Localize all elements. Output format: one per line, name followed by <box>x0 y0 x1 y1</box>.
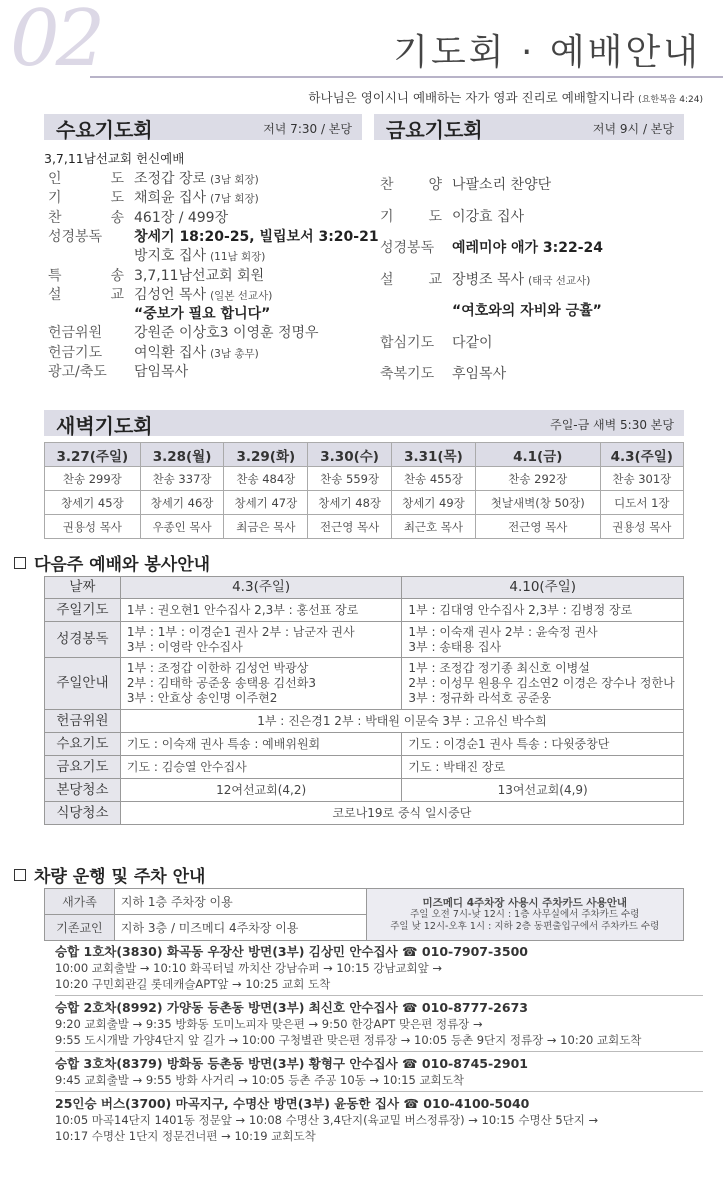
bus-route-stop-line: 9:55 도시개발 가양4단지 앞 길가 → 10:00 구청별관 맞은편 정류장 → 10:05 등촌 9단지 정류장 → 10:20 교회도착 <box>55 1033 642 1047</box>
dawn-cell: 찬송 299장 <box>45 467 141 491</box>
bus-route <box>55 944 528 992</box>
program-label <box>380 302 442 320</box>
program-label: 설 교 <box>48 286 124 303</box>
program-label: 특 송 <box>48 267 124 284</box>
bus-route-stop-line: 9:45 교회출발 → 9:55 방화 사거리 → 10:05 등촌 주공 10동 → 10:15 교회도착 <box>55 1073 464 1087</box>
dawn-cell: 창세기 46장 <box>140 491 224 515</box>
title-divider <box>90 76 723 78</box>
program-value: 담임목사 <box>134 364 189 380</box>
dawn-cell: 찬송 337장 <box>140 467 224 491</box>
page-number: 02 <box>10 0 102 84</box>
week-cell: 기도 : 이숙재 권사 특송 : 예배위원회 <box>120 733 402 756</box>
dawn-time: 주일-금 새벽 5:30 본당 <box>550 418 674 432</box>
week-row-label: 본당청소 <box>45 779 121 802</box>
dawn-cell: 찬송 301장 <box>600 467 683 491</box>
week-row-label: 수요기도 <box>45 733 121 756</box>
program-sub: (3남 총무) <box>210 347 259 360</box>
week-cell: 1부 : 권오현1 안수집사 2,3부 : 홍선표 장로 <box>120 599 402 622</box>
dawn-cell: 전근영 목사 <box>308 515 392 539</box>
fri-time: 저녁 9시 / 본당 <box>592 122 674 136</box>
program-label: 헌금기도 <box>48 344 103 361</box>
program-label: 축복기도 <box>380 366 435 382</box>
parking-section-title: 차량 운행 및 주차 안내 <box>14 862 205 887</box>
checkbox-icon <box>14 869 26 881</box>
program-value: 여익환 집사 <box>134 344 207 361</box>
dawn-cell: 디도서 1장 <box>600 491 683 515</box>
program-value: 채희윤 집사 <box>134 190 207 207</box>
parking-value: 지하 1층 주차장 이용 <box>114 889 366 915</box>
dawn-cell: 3.29(화) <box>224 443 308 467</box>
dawn-cell: 첫날새벽(창 50장) <box>475 491 600 515</box>
week-row-label: 성경봉독 <box>45 622 121 658</box>
program-row <box>380 271 590 290</box>
program-label: 합심기도 <box>380 334 435 351</box>
program-label: 광고/축도 <box>48 364 107 380</box>
program-value: 후임목사 <box>452 366 507 382</box>
parking-value: 지하 3층 / 미즈메디 4주차장 이용 <box>114 915 366 941</box>
week-table <box>44 576 684 825</box>
fri-header <box>374 114 684 140</box>
dawn-cell: 창세기 49장 <box>392 491 476 515</box>
program-row <box>48 305 274 324</box>
dawn-cell: 권용성 목사 <box>600 515 683 539</box>
week-date-header: 4.10(주일) <box>402 577 684 599</box>
week-row-label: 헌금위원 <box>45 710 121 733</box>
program-sub: (3남 회장) <box>210 174 259 186</box>
week-cell: 1부 : 이숙재 권사 2부 : 윤숙정 권사 3부 : 송태용 집사 <box>402 622 684 658</box>
dawn-cell: 찬송 559장 <box>308 467 392 491</box>
program-row <box>380 365 510 384</box>
dawn-cell: 찬송 484장 <box>224 467 308 491</box>
dawn-cell: 최근호 목사 <box>392 515 476 539</box>
program-label <box>48 247 124 265</box>
dawn-cell: 최금은 목사 <box>224 515 308 539</box>
parking-note: 미즈메디 4주차장 사용시 주차카드 사용안내 주일 오전 7시-낮 12시 : 1층 사무실에서 주차카드 수령 주일 낮 12시-오후 1시 : 지하 2층 동편출입구에서 주차카드 수령 <box>366 889 684 941</box>
week-cell: 12여선교회(4,2) <box>120 779 402 802</box>
dawn-cell: 3.30(수) <box>308 443 392 467</box>
week-cell: 1부 : 1부 : 이경순1 권사 2부 : 남군자 권사 3부 : 이영락 안수집사 <box>120 622 402 658</box>
week-cell: 1부 : 조정갑 정기종 최신호 이병설 2부 : 이성무 원용우 김소연2 이경은 장수나 정한나 3부 : 정규화 라석호 공준웅 <box>402 658 684 710</box>
wed-note: 3,7,11남선교회 헌신예배 <box>44 151 185 166</box>
program-value: 3,7,11남선교회 회원 <box>134 267 265 284</box>
program-sub: (7남 회장) <box>210 193 259 206</box>
dawn-cell: 4.3(주일) <box>600 443 683 467</box>
week-row-label: 식당청소 <box>45 802 121 825</box>
parking-label: 기존교인 <box>45 915 115 941</box>
parking-table <box>44 888 684 941</box>
wed-time: 저녁 7:30 / 본당 <box>263 122 352 136</box>
bus-divider <box>55 995 703 996</box>
program-row <box>380 176 555 195</box>
dawn-cell: 권용성 목사 <box>45 515 141 539</box>
bus-route-stop-line: 9:20 교회출발 → 9:35 방화동 도미노피자 맞은편 → 9:50 한강APT 맞은편 정류장 → <box>55 1017 483 1031</box>
program-row <box>48 170 259 189</box>
program-label: 기 도 <box>48 190 124 207</box>
week-cell: 기도 : 박태진 장로 <box>402 756 684 779</box>
program-value: 조정갑 장로 <box>134 171 207 187</box>
bus-route <box>55 1096 598 1144</box>
wed-heading: 수요기도회 <box>56 118 153 142</box>
program-value: 다같이 <box>452 334 493 351</box>
dawn-cell: 창세기 45장 <box>45 491 141 515</box>
program-row <box>48 209 232 228</box>
bus-divider <box>55 1091 703 1092</box>
program-label: 헌금위원 <box>48 325 103 342</box>
fri-heading: 금요기도회 <box>386 118 483 142</box>
program-value: “중보가 필요 합니다” <box>134 306 271 323</box>
dawn-cell: 4.1(금) <box>475 443 600 467</box>
week-cell: 1부 : 진은경1 2부 : 박태원 이문숙 3부 : 고유신 박수희 <box>120 710 683 733</box>
dawn-header <box>44 410 684 436</box>
program-row <box>380 239 607 258</box>
week-cell: 기도 : 김승열 안수집사 <box>120 756 402 779</box>
bus-route-stop-line: 10:17 수명산 1단지 정문건너편 → 10:19 교회도착 <box>55 1129 316 1143</box>
dawn-cell: 전근영 목사 <box>475 515 600 539</box>
week-cell: 1부 : 조정갑 이한하 김성언 박광상 2부 : 김태학 공준웅 송택용 김선화3 3부 : 안효상 송인명 이주현2 <box>120 658 402 710</box>
bus-route-title: 25인승 버스(3700) 마곡지구, 수명산 방면(3부) 윤동한 집사 ☎ 010-4100-5040 <box>55 1096 530 1111</box>
week-section-title: 다음주 예배와 봉사안내 <box>14 550 210 575</box>
page-title: 기도회 · 예배안내 <box>393 32 701 73</box>
dawn-cell: 우종인 목사 <box>140 515 224 539</box>
program-label: 설 교 <box>380 271 442 288</box>
week-cell: 코로나19로 중식 일시중단 <box>120 802 683 825</box>
week-cell: 1부 : 김대영 안수집사 2,3부 : 김병정 장로 <box>402 599 684 622</box>
program-sub: (태국 선교사) <box>528 274 591 287</box>
program-label: 찬 양 <box>380 177 442 193</box>
bus-route-title: 승합 2호차(8992) 가양동 등촌동 방면(3부) 최신호 안수집사 ☎ 010-8777-2673 <box>55 1000 528 1015</box>
week-row-label: 주일안내 <box>45 658 121 710</box>
dawn-cell: 3.28(월) <box>140 443 224 467</box>
parking-label: 새가족 <box>45 889 115 915</box>
dawn-table <box>44 442 684 539</box>
week-cell: 13여선교회(4,9) <box>402 779 684 802</box>
program-value: 창세기 18:20-25, 빌립보서 3:20-21 <box>134 228 379 245</box>
program-label: 기 도 <box>380 208 442 225</box>
subtitle-verse: 하나님은 영이시니 예배하는 자가 영과 진리로 예배할지니라 (요한복음 4:24) <box>308 90 703 105</box>
program-row <box>380 302 606 321</box>
bus-route-stop-line: 10:00 교회출발 → 10:10 화곡터널 까치산 강남슈퍼 → 10:15 강남교회앞 → <box>55 961 443 975</box>
program-row <box>48 344 259 363</box>
dawn-cell: 창세기 47장 <box>224 491 308 515</box>
program-row <box>380 208 528 227</box>
dawn-heading: 새벽기도회 <box>56 414 153 438</box>
program-value: “여호와의 자비와 긍휼” <box>452 303 602 319</box>
program-row <box>48 189 259 208</box>
bus-route-stop-line: 10:20 구민회관길 롯데캐슬APT앞 → 10:25 교회 도착 <box>55 977 331 991</box>
program-row <box>48 324 323 343</box>
program-value: 강원준 이상호3 이영훈 정명우 <box>134 325 319 342</box>
program-row <box>48 286 272 305</box>
dawn-cell: 3.27(주일) <box>45 443 141 467</box>
bus-divider <box>55 1051 703 1052</box>
program-value: 방지호 집사 <box>134 248 207 265</box>
week-date-header: 4.3(주일) <box>120 577 402 599</box>
program-row <box>380 334 497 353</box>
dawn-cell: 창세기 48장 <box>308 491 392 515</box>
dawn-cell: 3.31(목) <box>392 443 476 467</box>
dawn-cell: 찬송 455장 <box>392 467 476 491</box>
program-value: 461장 / 499장 <box>134 209 229 226</box>
program-value: 나팔소리 찬양단 <box>452 177 552 193</box>
bus-route-title: 승합 3호차(8379) 방화동 등촌동 방면(3부) 황형구 안수집사 ☎ 010-8745-2901 <box>55 1056 528 1071</box>
program-label: 성경봉독 <box>380 240 435 256</box>
bus-route <box>55 1056 528 1088</box>
program-row <box>48 363 192 382</box>
program-value: 장병조 목사 <box>452 271 525 288</box>
bus-route-stop-line: 10:05 마곡14단지 1401동 정문앞 → 10:08 수명산 3,4단지(육교밑 버스정류장) → 10:15 수명산 5단지 → <box>55 1113 599 1127</box>
week-date-header: 날짜 <box>45 577 121 599</box>
program-value: 이강효 집사 <box>452 208 525 225</box>
program-row <box>48 228 383 247</box>
program-row <box>48 247 265 266</box>
program-label: 인 도 <box>48 171 124 187</box>
bus-route-title: 승합 1호차(3830) 화곡동 우장산 방면(3부) 김상민 안수집사 ☎ 010-7907-3500 <box>55 944 528 959</box>
program-value: 김성언 목사 <box>134 286 207 303</box>
program-sub: (일본 선교사) <box>210 289 273 302</box>
program-label: 성경봉독 <box>48 228 103 245</box>
checkbox-icon <box>14 557 26 569</box>
week-row-label: 금요기도 <box>45 756 121 779</box>
week-row-label: 주일기도 <box>45 599 121 622</box>
program-label: 찬 송 <box>48 209 124 226</box>
wed-header <box>44 114 362 140</box>
week-cell: 기도 : 이경순1 권사 특송 : 다윗중창단 <box>402 733 684 756</box>
bus-route <box>55 1000 641 1048</box>
program-sub: (11남 회장) <box>210 251 266 264</box>
program-label <box>48 305 124 323</box>
program-row <box>48 267 268 286</box>
dawn-cell: 찬송 292장 <box>475 467 600 491</box>
program-value: 예레미야 애가 3:22-24 <box>452 240 604 256</box>
